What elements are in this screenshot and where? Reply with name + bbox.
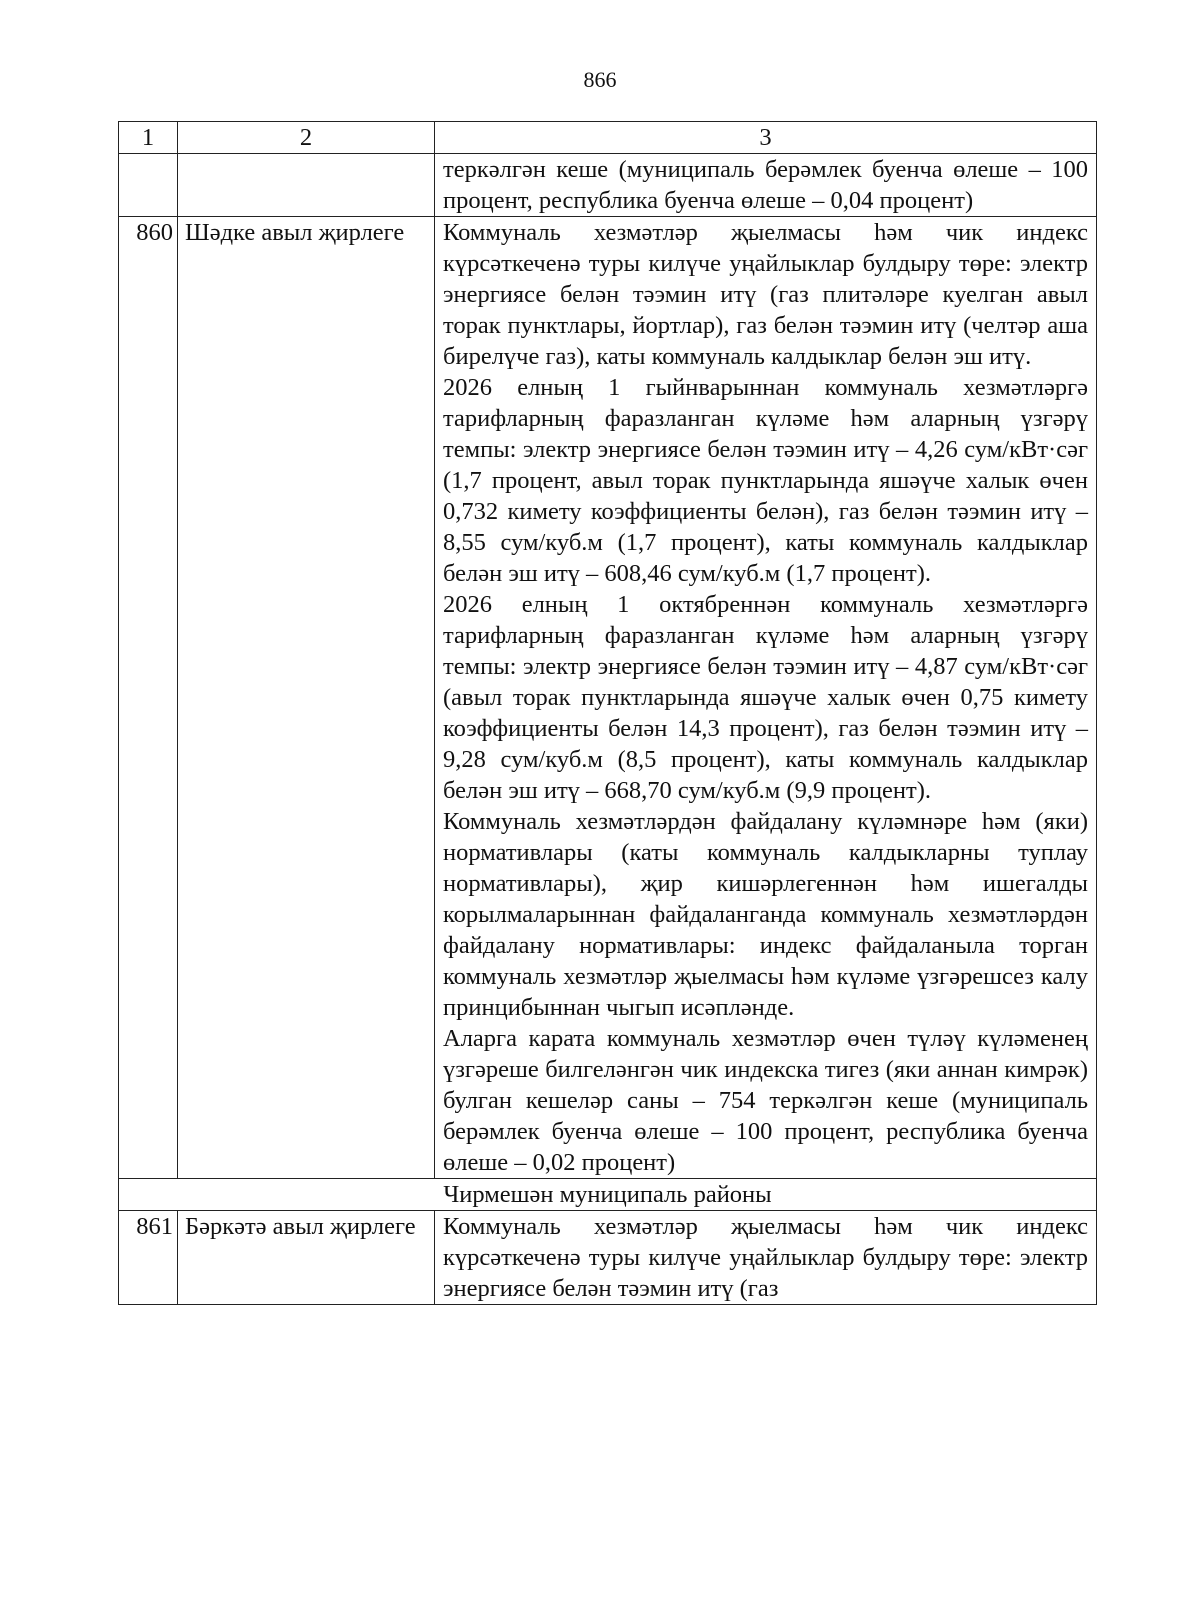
paragraph: 2026 елның 1 октябреннән коммуналь хезмәтләргә тарифларның фаразланган күләме һәм аларның үзгәрү темпы: электр энергиясе белән тәэмин итү – 4,87 сум/кВт·сәг (авыл торак пунктларында яшәүче халык өчен 0,75 кимету коэффициенты белән 14,3 процент), газ белән тәэмин итү – 9,28 сум/куб.м (8,5 процент), каты коммуналь калдыклар белән эш итү – 668,70 сум/куб.м (9,9 процент).: [443, 591, 1088, 804]
tariff-table: [118, 121, 1097, 1305]
table-row-continuation: [119, 154, 1097, 217]
paragraph: Коммуналь хезмәтләрдән файдалану күләмнәре һәм (яки) нормативлары (каты коммуналь калдыкларны туплау нормативлары), җир кишәрлегеннән һәм ишегалды корылмаларыннан файдаланганда коммуналь хезмәтләрдән файдалану нормативлары: индекс файдаланыла торган коммуналь хезмәтләр җыелмасы һәм күләме үзгәрешсез калу принцибыннан чыгып исәпләнде.: [443, 808, 1088, 1021]
page-number: 866: [583, 67, 617, 92]
continuation-text: теркәлгән кеше (муниципаль берәмлек буенча өлеше – 100 процент, республика буенча өлеше – 0,04 процент): [435, 154, 1097, 217]
table-row-861: [119, 1211, 1097, 1305]
header-col-2: 2: [178, 122, 435, 154]
row-description: [435, 217, 1097, 1179]
section-title: Чирмешән муниципаль районы: [119, 1179, 1097, 1211]
row-description: Коммуналь хезмәтләр җыелмасы һәм чик индекс күрсәткеченә туры килүче уңайлыклар булдыру төре: электр энергиясе белән тәэмин итү (газ: [435, 1211, 1097, 1305]
header-col-3: 3: [435, 122, 1097, 154]
settlement-name: Шәдке авыл җирлеге: [178, 217, 435, 1179]
header-col-1: 1: [119, 122, 178, 154]
table-header-row: [119, 122, 1097, 154]
paragraph: 2026 елның 1 гыйнварыннан коммуналь хезмәтләргә тарифларның фаразланган күләме һәм аларның үзгәрү темпы: электр энергиясе белән тәэмин итү – 4,26 сум/кВт·сәг (1,7 процент, авыл торак пунктларында яшәүче халык өчен 0,732 кимету коэффициенты белән), газ белән тәэмин итү – 8,55 сум/куб.м (1,7 процент), каты коммуналь калдыклар белән эш итү – 608,46 сум/куб.м (1,7 процент).: [443, 374, 1088, 587]
table-row-860: [119, 217, 1097, 1179]
row-number: 861: [119, 1211, 178, 1305]
row-number: 860: [119, 217, 178, 1179]
paragraph: Аларга карата коммуналь хезмәтләр өчен түләү күләменең үзгәреше билгеләнгән чик индекска тигез (яки аннан кимрәк) булган кешеләр саны – 754 теркәлгән кеше (муниципаль берәмлек буенча өлеше – 100 процент, республика буенча өлеше – 0,02 процент): [443, 1025, 1088, 1176]
section-row: [119, 1179, 1097, 1211]
settlement-name: Бәркәтә авыл җирлеге: [178, 1211, 435, 1305]
paragraph: Коммуналь хезмәтләр җыелмасы һәм чик индекс күрсәткеченә туры килүче уңайлыклар булдыру төре: электр энергиясе белән тәэмин итү (газ плитәләре куелган авыл торак пунктлары, йортлар), газ белән тәэмин итү (челтәр аша бирелүче газ), каты коммуналь калдыклар белән эш итү.: [443, 219, 1088, 370]
